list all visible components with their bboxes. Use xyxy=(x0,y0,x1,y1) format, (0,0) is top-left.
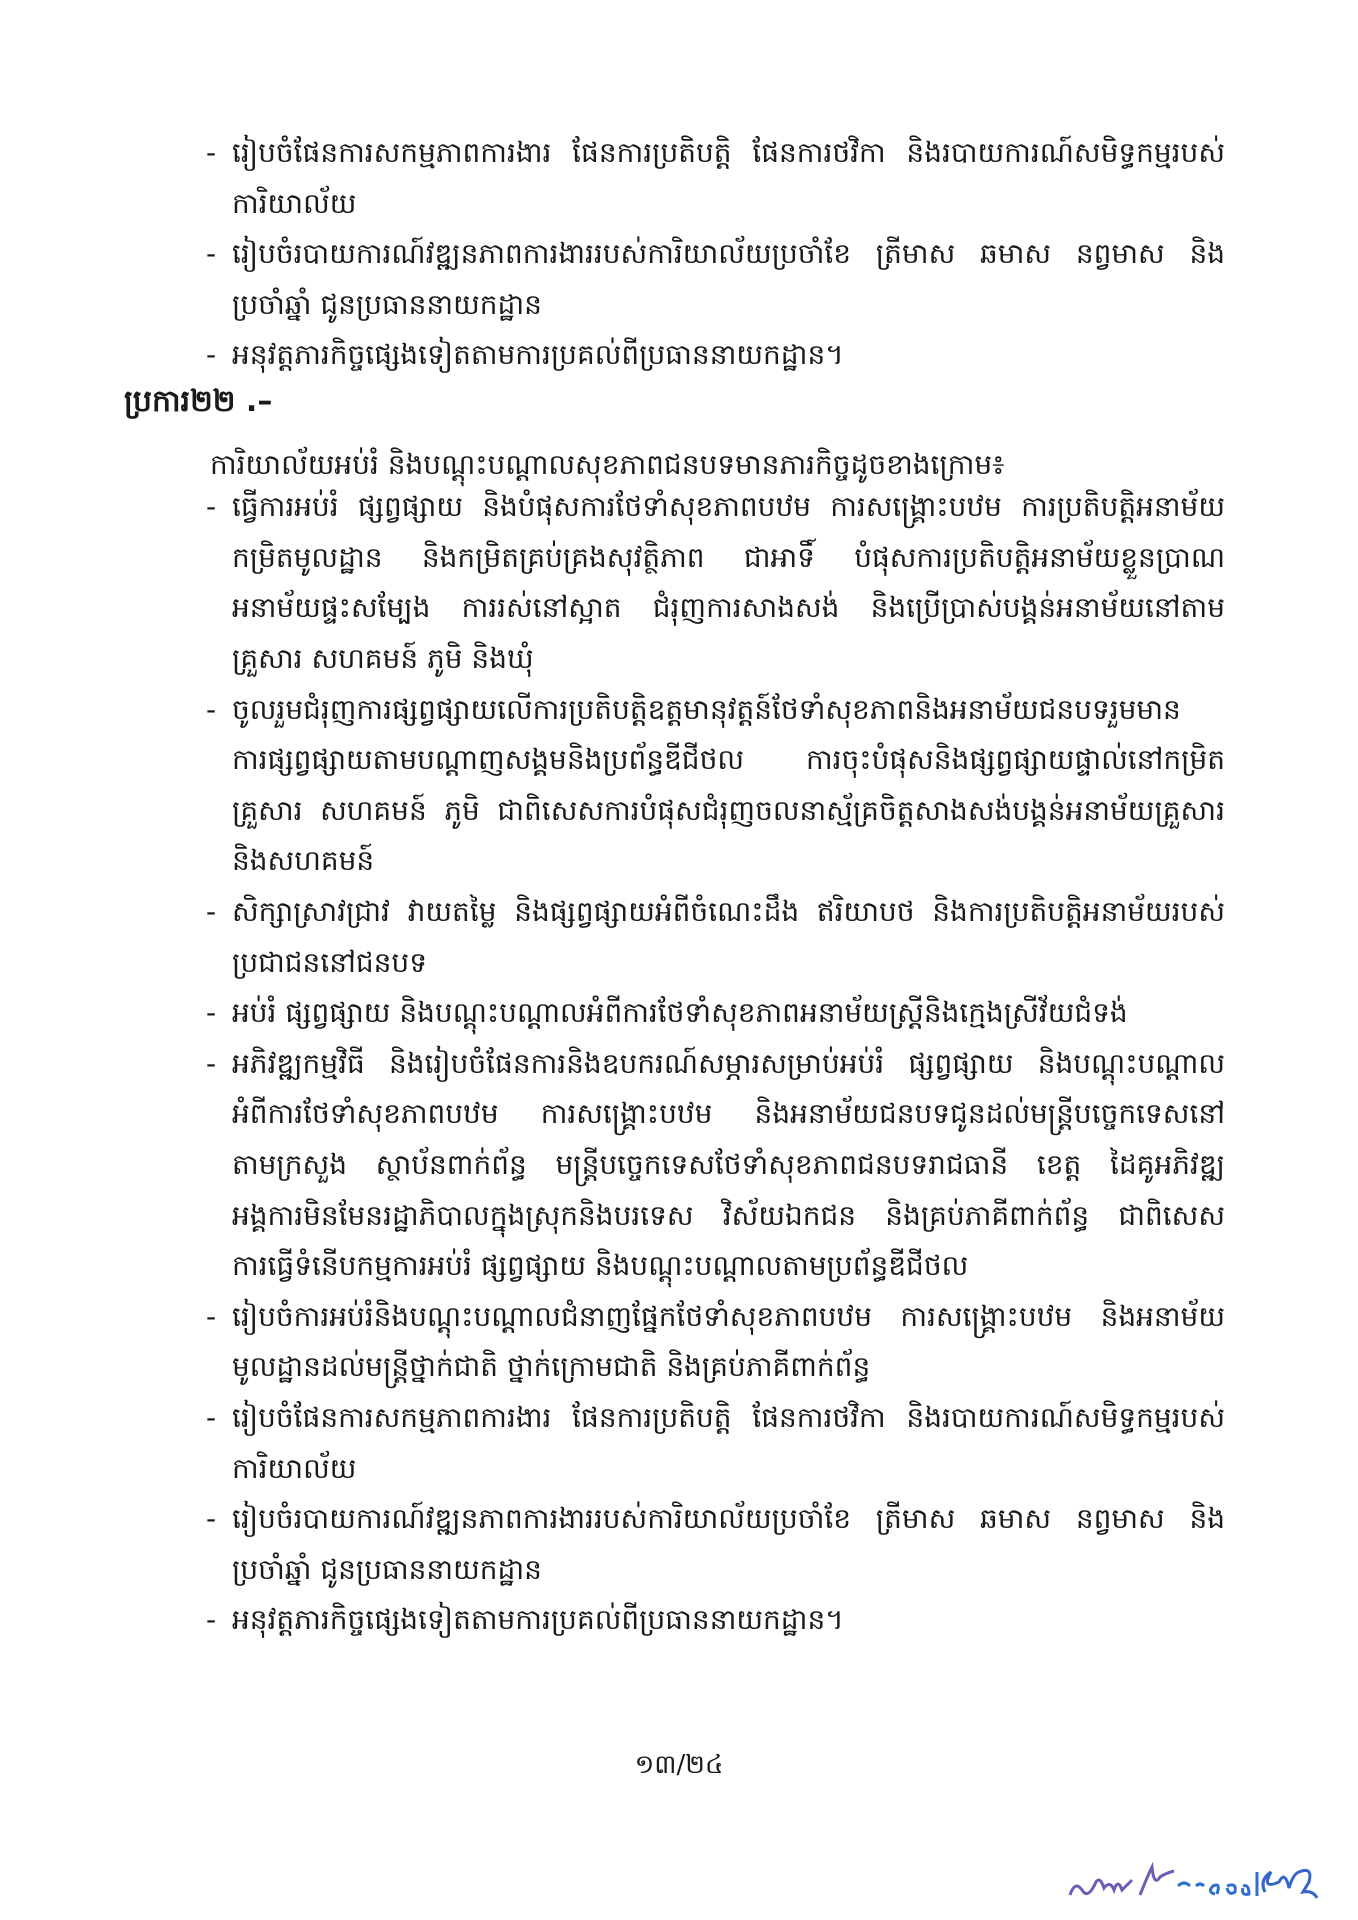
list-item-line: អប់រំ ផ្សព្វផ្សាយ និងបណ្តុះបណ្តាលអំពីការថែទាំសុខភាពអនាម័យស្ត្រីនិងក្មេងស្រីវ័យជំទង់ xyxy=(232,996,1128,1030)
article-heading: ប្រការ២២ .– xyxy=(124,384,273,419)
bullet-dash: - xyxy=(206,1046,217,1080)
bullet-dash: - xyxy=(206,692,217,726)
list-item-line: អង្គការមិនមែនរដ្ឋាភិបាលក្នុងស្រុកនិងបរទេស វិស័យឯកជន និងគ្រប់ភាគីពាក់ព័ន្ធ ជាពិសេស xyxy=(232,1198,1225,1232)
bullet-dash: - xyxy=(206,237,217,271)
intro-paragraph: ការិយាល័យអប់រំ និងបណ្តុះបណ្តាលសុខភាពជនបទមានភារកិច្ចដូចខាងក្រោម៖ xyxy=(210,447,1005,481)
list-item-line: គ្រួសារ សហគមន៍ ភូមិ ជាពិសេសការបំផុសជំរុញចលនាស្ម័គ្រចិត្តសាងសង់បង្គន់អនាម័យគ្រួសារ xyxy=(232,793,1225,827)
list-item-line: អនុវត្តភារកិច្ចផ្សេងទៀតតាមការប្រគល់ពីប្រធាននាយកដ្ឋាន។ xyxy=(232,338,844,372)
list-item-line: ការធ្វើទំនើបកម្មការអប់រំ ផ្សព្វផ្សាយ និងបណ្តុះបណ្តាលតាមប្រព័ន្ធឌីជីថល xyxy=(232,1249,969,1283)
list-item-line: កម្រិតមូលដ្ឋាន និងកម្រិតគ្រប់គ្រងសុវត្ថិភាព ជាអាទិ៍ បំផុសការប្រតិបត្តិអនាម័យខ្លួនប្រាណ xyxy=(232,540,1225,574)
handwritten-initials xyxy=(1060,1850,1350,1910)
bullet-dash: - xyxy=(206,1299,217,1333)
list-item-line: និងសហគមន៍ xyxy=(232,844,375,878)
bullet-dash: - xyxy=(206,490,217,524)
bullet-dash: - xyxy=(206,1502,217,1536)
bullet-dash: - xyxy=(206,1401,217,1434)
list-item-line: គ្រួសារ សហគមន៍ ភូមិ និងឃុំ xyxy=(232,642,534,675)
list-item-line: តាមក្រសួង ស្ថាប័នពាក់ព័ន្ធ មន្ត្រីបច្ចេកទេសថែទាំសុខភាពជនបទរាជធានី ខេត្ត ដៃគូអភិវឌ្ឍ xyxy=(232,1148,1225,1181)
list-item-line: ចូលរួមជំរុញការផ្សព្វផ្សាយលើការប្រតិបត្តិឧត្តមានុវត្តន៍ថែទាំសុខភាពនិងអនាម័យជនបទរួមមាន xyxy=(232,692,1181,726)
list-item-line: រៀបចំការអប់រំនិងបណ្តុះបណ្តាលជំនាញផ្នែកថែទាំសុខភាពបឋម ការសង្គ្រោះបឋម និងអនាម័យ xyxy=(232,1299,1225,1333)
page-number: ១៣/២៤ xyxy=(634,1750,724,1780)
list-item-line: ប្រជាជននៅជនបទ xyxy=(232,945,427,979)
list-item-line: សិក្សាស្រាវជ្រាវ វាយតម្លៃ និងផ្សព្វផ្សាយអំពីចំណេះដឹង ឥរិយាបថ និងការប្រតិបត្តិអនាម័យរបស់ xyxy=(232,895,1225,928)
list-item-line: មូលដ្ឋានដល់មន្ត្រីថ្នាក់ជាតិ ថ្នាក់ក្រោមជាតិ និងគ្រប់ភាគីពាក់ព័ន្ធ xyxy=(232,1350,871,1384)
list-item-line: អំពីការថែទាំសុខភាពបឋម ការសង្គ្រោះបឋម និងអនាម័យជនបទជូនដល់មន្ត្រីបច្ចេកទេសនៅ xyxy=(232,1097,1225,1131)
list-item-line: រៀបចំរបាយការណ៍វឌ្ឍនភាពការងាររបស់ការិយាល័យប្រចាំខែ ត្រីមាស ឆមាស នព្វមាស និង xyxy=(232,237,1225,271)
list-item-line: ការិយាល័យ xyxy=(232,1451,357,1485)
list-item-line: អនុវត្តភារកិច្ចផ្សេងទៀតតាមការប្រគល់ពីប្រធាននាយកដ្ឋាន។ xyxy=(232,1603,844,1637)
list-item-line: ប្រចាំឆ្នាំ ជូនប្រធាននាយកដ្ឋាន xyxy=(232,1552,542,1586)
list-item-line: អភិវឌ្ឍកម្មវិធី និងរៀបចំផែនការនិងឧបករណ៍សម្ភារសម្រាប់អប់រំ ផ្សព្វផ្សាយ និងបណ្តុះបណ្តាល xyxy=(232,1046,1225,1080)
bullet-dash: - xyxy=(206,136,217,169)
list-item-line: រៀបចំផែនការសកម្មភាពការងារ ផែនការប្រតិបត្តិ ផែនការថវិកា និងរបាយការណ៍សមិទ្ធកម្មរបស់ xyxy=(232,136,1225,169)
list-item-line: ធ្វើការអប់រំ ផ្សព្វផ្សាយ និងបំផុសការថែទាំសុខភាពបឋម ការសង្គ្រោះបឋម ការប្រតិបត្តិអនាម័យ xyxy=(232,490,1225,524)
bullet-dash: - xyxy=(206,1603,217,1637)
list-item-line: រៀបចំរបាយការណ៍វឌ្ឍនភាពការងាររបស់ការិយាល័យប្រចាំខែ ត្រីមាស ឆមាស នព្វមាស និង xyxy=(232,1502,1225,1536)
bullet-dash: - xyxy=(206,996,217,1030)
bullet-dash: - xyxy=(206,338,217,372)
list-item-line: ប្រចាំឆ្នាំ ជូនប្រធាននាយកដ្ឋាន xyxy=(232,287,542,321)
list-item-line: អនាម័យផ្ទះសម្បែង ការរស់នៅស្អាត ជំរុញការសាងសង់ និងប្រើប្រាស់បង្គន់អនាម័យនៅតាម xyxy=(232,591,1225,625)
list-item-line: រៀបចំផែនការសកម្មភាពការងារ ផែនការប្រតិបត្តិ ផែនការថវិកា និងរបាយការណ៍សមិទ្ធកម្មរបស់ xyxy=(232,1401,1225,1434)
list-item-line: ការផ្សព្វផ្សាយតាមបណ្តាញសង្គមនិងប្រព័ន្ធឌីជីថល ការចុះបំផុសនិងផ្សព្វផ្សាយផ្ទាល់នៅកម្រិត xyxy=(232,743,1225,777)
bullet-dash: - xyxy=(206,895,217,928)
list-item-line: ការិយាល័យ xyxy=(232,186,357,220)
